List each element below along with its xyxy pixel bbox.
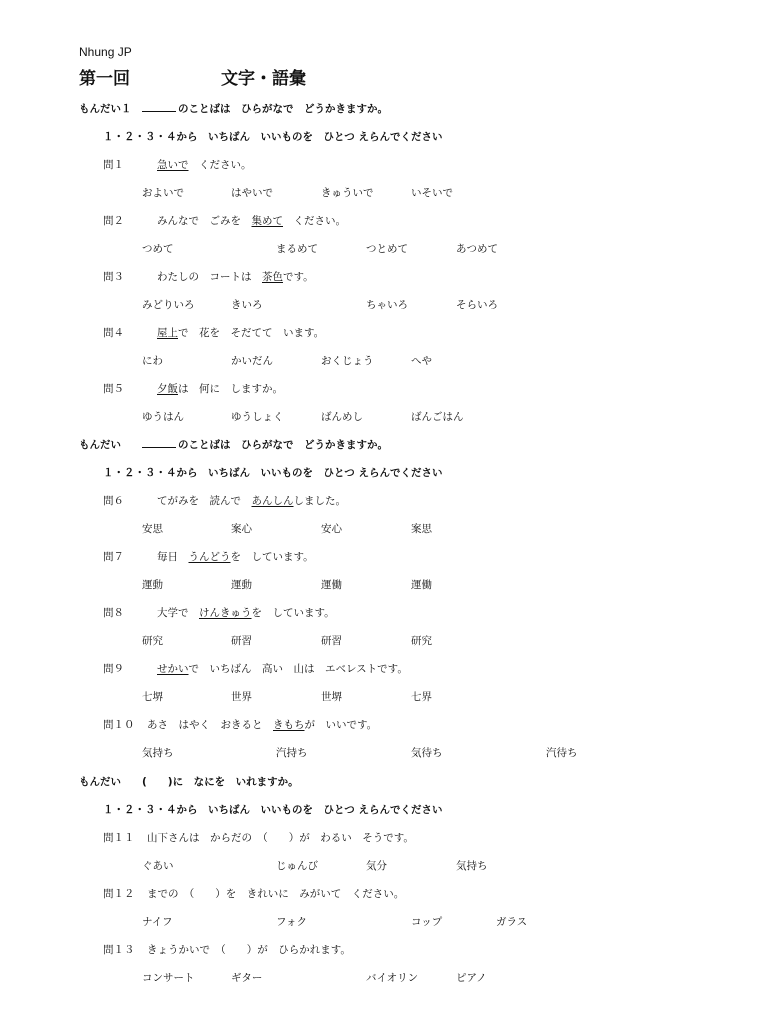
section-label: もんだい１ <box>79 103 132 115</box>
answer-option[interactable]: 気待ち <box>411 747 443 759</box>
answer-option[interactable]: へや <box>411 355 432 367</box>
question-number: 問６ <box>103 495 124 507</box>
section-heading <box>79 437 388 452</box>
answer-option[interactable]: きゅういで <box>321 187 374 199</box>
question-number: 問８ <box>103 607 124 619</box>
question-text <box>157 549 314 564</box>
answer-option[interactable]: つめて <box>142 243 174 255</box>
question-number: 問３ <box>103 271 124 283</box>
question-post: で 花を そだてて います。 <box>178 327 325 339</box>
question-text <box>147 717 377 732</box>
answer-option[interactable]: 七堺 <box>142 691 163 703</box>
question-number: 問４ <box>103 327 124 339</box>
section-question: のことばは ひらがなで どうかきますか。 <box>178 103 388 115</box>
answer-option[interactable]: 研習 <box>321 635 342 647</box>
answer-option[interactable]: おくじょう <box>321 355 374 367</box>
author-label: Nhung JP <box>79 45 132 59</box>
answer-option[interactable]: 運働 <box>321 579 342 591</box>
question-text <box>157 157 252 172</box>
question-text <box>157 213 346 228</box>
question-post: ください。 <box>283 215 346 227</box>
answer-option[interactable]: 運働 <box>411 579 432 591</box>
answer-option[interactable]: あつめて <box>456 243 498 255</box>
question-text <box>157 661 408 676</box>
answer-option[interactable]: 汽待ち <box>546 747 578 759</box>
question-pre: わたしの コートは <box>157 271 262 283</box>
answer-option[interactable]: 研習 <box>231 635 252 647</box>
question-text <box>147 886 404 901</box>
answer-option[interactable]: およいで <box>142 187 184 199</box>
question-target-word: きもち <box>273 719 305 731</box>
section-label: もんだい <box>79 776 121 788</box>
answer-option[interactable]: 安心 <box>321 523 342 535</box>
question-post: を しています。 <box>230 551 314 563</box>
question-post: を しています。 <box>251 607 335 619</box>
answer-option[interactable]: 案心 <box>231 523 252 535</box>
question-target-word: あんしん <box>251 495 294 507</box>
answer-option[interactable]: 七界 <box>411 691 432 703</box>
question-post: しました。 <box>293 495 346 507</box>
section-heading <box>79 774 299 789</box>
answer-option[interactable]: 案思 <box>411 523 432 535</box>
question-target-word: けんきゅう <box>199 607 252 619</box>
answer-option[interactable]: コンサート <box>142 972 195 984</box>
question-text <box>157 493 346 508</box>
question-text <box>157 381 283 396</box>
question-number: 問２ <box>103 215 124 227</box>
blank-line <box>142 102 176 112</box>
question-number: 問１ <box>103 159 124 171</box>
question-pre: みんなで ごみを <box>157 215 252 227</box>
answer-option[interactable]: バイオリン <box>366 972 419 984</box>
answer-option[interactable]: 世堺 <box>321 691 342 703</box>
answer-option[interactable]: ナイフ <box>142 916 173 928</box>
question-post: ください。 <box>188 159 252 171</box>
question-pre: あさ はやく おきると <box>147 719 273 731</box>
question-number: 問１０ <box>103 719 135 731</box>
section-instruction: １・２・３・４から いちばん いいものを ひとつ えらんでください <box>103 467 443 479</box>
question-pre: 毎日 <box>157 551 189 563</box>
answer-option[interactable]: 汽持ち <box>276 747 308 759</box>
question-target-word: せかい <box>157 663 189 675</box>
answer-option[interactable]: ちゃいろ <box>366 299 408 311</box>
answer-option[interactable]: ピアノ <box>456 972 487 984</box>
question-pre: までの （ ）を きれいに みがいて ください。 <box>147 888 405 900</box>
answer-option[interactable]: ゆうしょく <box>231 411 284 423</box>
section-question: のことばは ひらがなで どうかきますか。 <box>178 439 388 451</box>
question-target-word: 集めて <box>251 215 283 227</box>
answer-option[interactable]: フォク <box>276 916 307 928</box>
answer-option[interactable]: いそいで <box>411 187 453 199</box>
question-pre: きょうかいで （ ）が ひらかれます。 <box>147 944 351 956</box>
question-number: 問１２ <box>103 888 135 900</box>
answer-option[interactable]: 運動 <box>231 579 252 591</box>
answer-option[interactable]: 運動 <box>142 579 163 591</box>
question-post: が いいです。 <box>304 719 378 731</box>
question-target-word: うんどう <box>188 551 231 563</box>
answer-option[interactable]: ばんごはん <box>411 411 464 423</box>
answer-option[interactable]: つとめて <box>366 243 408 255</box>
answer-option[interactable]: はやいで <box>231 187 273 199</box>
question-target-word: 夕飯 <box>157 383 178 395</box>
question-pre: てがみを 読んで <box>157 495 252 507</box>
question-post: で いちばん 高い 山は エベレストです。 <box>188 663 408 675</box>
answer-option[interactable]: コップ <box>411 916 443 928</box>
section-question: ( )に なにを いれますか。 <box>142 776 299 788</box>
answer-option[interactable]: ゆうはん <box>142 411 184 423</box>
section-instruction: １・２・３・４から いちばん いいものを ひとつ えらんでください <box>103 804 443 816</box>
answer-option[interactable]: みどりいろ <box>142 299 195 311</box>
title-round: 第一回 <box>79 69 130 89</box>
title-subject: 文字・語彙 <box>221 69 306 89</box>
answer-option[interactable]: かいだん <box>231 355 273 367</box>
answer-option[interactable]: 安思 <box>142 523 163 535</box>
answer-option[interactable]: ガラス <box>496 916 528 928</box>
question-pre: 大学で <box>157 607 199 619</box>
question-post: です。 <box>283 271 314 283</box>
page-title <box>79 64 306 89</box>
answer-option[interactable]: にわ <box>142 355 163 367</box>
answer-option[interactable]: 気持ち <box>142 747 174 759</box>
answer-option[interactable]: まるめて <box>276 243 318 255</box>
answer-option[interactable]: 世界 <box>231 691 252 703</box>
question-target-word: 屋上 <box>157 327 178 339</box>
answer-option[interactable]: じゅんび <box>276 860 318 872</box>
answer-option[interactable]: ばんめし <box>321 411 363 423</box>
question-number: 問９ <box>103 663 124 675</box>
question-post: は 何に しますか。 <box>178 383 283 395</box>
question-number: 問７ <box>103 551 124 563</box>
question-text <box>157 605 335 620</box>
question-text <box>157 325 324 340</box>
section-instruction: １・２・３・４から いちばん いいものを ひとつ えらんでください <box>103 131 443 143</box>
answer-option[interactable]: 気分 <box>366 860 387 872</box>
question-text <box>147 942 351 957</box>
question-number: 問１３ <box>103 944 135 956</box>
answer-option[interactable]: ぐあい <box>142 860 174 872</box>
question-number: 問１１ <box>103 832 135 844</box>
question-target-word: 急いで <box>157 159 189 171</box>
answer-option[interactable]: きいろ <box>231 299 263 311</box>
section-heading <box>79 101 388 116</box>
blank-line <box>142 438 176 448</box>
question-text <box>147 830 414 845</box>
answer-option[interactable]: 研究 <box>411 635 432 647</box>
question-target-word: 茶色 <box>262 271 283 283</box>
question-text <box>157 269 314 284</box>
answer-option[interactable]: ギター <box>231 972 263 984</box>
answer-option[interactable]: そらいろ <box>456 299 498 311</box>
question-pre: 山下さんは からだの （ ）が わるい そうです。 <box>147 832 414 844</box>
answer-option[interactable]: 気持ち <box>456 860 488 872</box>
question-number: 問５ <box>103 383 124 395</box>
section-label: もんだい <box>79 439 121 451</box>
answer-option[interactable]: 研究 <box>142 635 163 647</box>
